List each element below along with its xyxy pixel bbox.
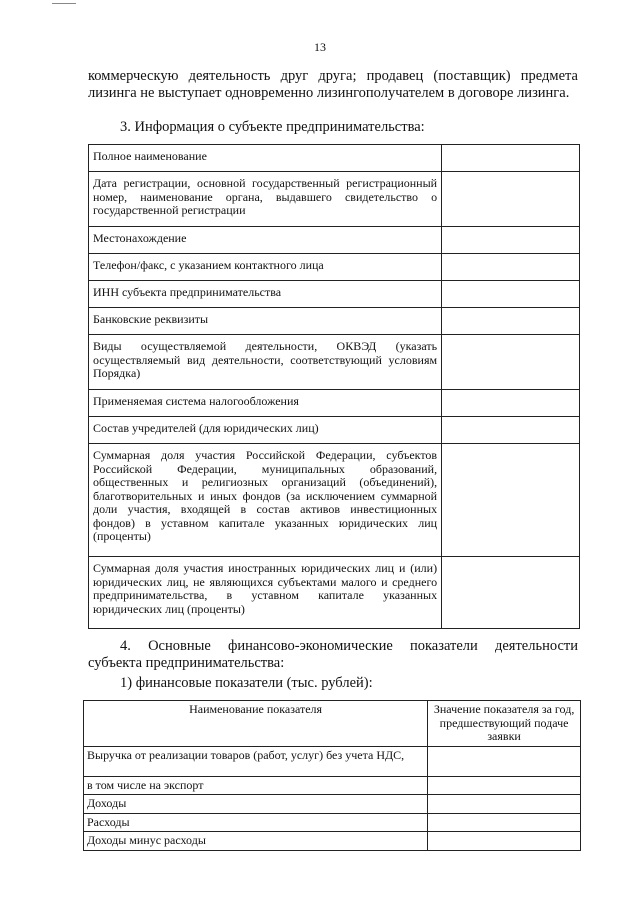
- row-label-tax-system: Применяемая система налогообложения: [89, 390, 442, 417]
- header-indicator-value: Значение показателя за год, предшествующий подаче заявки: [428, 701, 581, 747]
- table-row: [89, 444, 580, 557]
- table-row: [89, 172, 580, 227]
- indicator-value-cell[interactable]: [428, 813, 581, 832]
- table-row: [89, 254, 580, 281]
- table-row: [89, 390, 580, 417]
- row-label-phone: Телефон/факс, с указанием контактного лица: [89, 254, 442, 281]
- row-value-cell[interactable]: [442, 308, 580, 335]
- table-header-row: [84, 701, 581, 747]
- indicator-expenses: Расходы: [84, 813, 428, 832]
- indicator-revenue: Выручка от реализации товаров (работ, услуг) без учета НДС,: [84, 746, 428, 776]
- table-row: [89, 227, 580, 254]
- section3-heading: 3. Информация о субъекте предпринимательства:: [120, 119, 425, 135]
- financial-indicators-heading: 1) финансовые показатели (тыс. рублей):: [120, 675, 373, 691]
- header-indicator-name: Наименование показателя: [84, 701, 428, 747]
- row-label-activities: Виды осуществляемой деятельности, ОКВЭД (указать осуществляемый вид деятельности, соответствующий условиям Порядка): [89, 335, 442, 390]
- row-label-founders: Состав учредителей (для юридических лиц): [89, 417, 442, 444]
- indicator-value-cell[interactable]: [428, 832, 581, 851]
- intro-paragraph: коммерческую деятельность друг друга; продавец (поставщик) предмета лизинга не выступает одновременно лизингополучателем в договоре лизинга.: [88, 68, 578, 101]
- row-value-cell[interactable]: [442, 444, 580, 557]
- row-value-cell[interactable]: [442, 390, 580, 417]
- entity-info-table: [88, 144, 580, 629]
- row-value-cell[interactable]: [442, 557, 580, 629]
- row-value-cell[interactable]: [442, 227, 580, 254]
- row-label-location: Местонахождение: [89, 227, 442, 254]
- table-row: [89, 308, 580, 335]
- table-row: [89, 335, 580, 390]
- financial-indicators-table: [83, 700, 581, 851]
- row-value-cell[interactable]: [442, 335, 580, 390]
- table-row: [84, 832, 581, 851]
- section4-heading-text: 4. Основные финансово-экономические показатели деятельности субъекта предпринимательства:: [88, 638, 578, 671]
- row-value-cell[interactable]: [442, 417, 580, 444]
- table-row: [84, 776, 581, 795]
- indicator-income: Доходы: [84, 795, 428, 814]
- row-label-bank: Банковские реквизиты: [89, 308, 442, 335]
- row-label-inn: ИНН субъекта предпринимательства: [89, 281, 442, 308]
- indicator-export: в том числе на экспорт: [84, 776, 428, 795]
- row-value-cell[interactable]: [442, 254, 580, 281]
- indicator-value-cell[interactable]: [428, 795, 581, 814]
- table-row: [89, 145, 580, 172]
- page-number: 13: [314, 40, 326, 54]
- table-row: [89, 557, 580, 629]
- section4-heading: [88, 638, 578, 672]
- indicator-income-minus-expenses: Доходы минус расходы: [84, 832, 428, 851]
- row-label-full-name: Полное наименование: [89, 145, 442, 172]
- table-row: [84, 746, 581, 776]
- table-row: [89, 417, 580, 444]
- row-label-state-share: Суммарная доля участия Российской Федерации, субъектов Российской Федерации, муниципальных образований, общественных и религиозных организаций (объединений), благотворительных и иных фондов (за исключением суммарной доли участия, входящей в состав активов инвестиционных фондов) в уставном капитале указанных юридических лиц (проценты): [89, 444, 442, 557]
- table-row: [89, 281, 580, 308]
- row-label-registration: Дата регистрации, основной государственный регистрационный номер, наименование органа, выдавшего свидетельство о государственной регистрации: [89, 172, 442, 227]
- scan-artifact: [52, 3, 76, 6]
- row-label-foreign-share: Суммарная доля участия иностранных юридических лиц и (или) юридических лиц, не являющихся субъектами малого и среднего предпринимательства, в уставном капитале указанных юридических лиц (проценты): [89, 557, 442, 629]
- table-row: [84, 813, 581, 832]
- table-row: [84, 795, 581, 814]
- row-value-cell[interactable]: [442, 281, 580, 308]
- row-value-cell[interactable]: [442, 172, 580, 227]
- indicator-value-cell[interactable]: [428, 776, 581, 795]
- indicator-value-cell[interactable]: [428, 746, 581, 776]
- row-value-cell[interactable]: [442, 145, 580, 172]
